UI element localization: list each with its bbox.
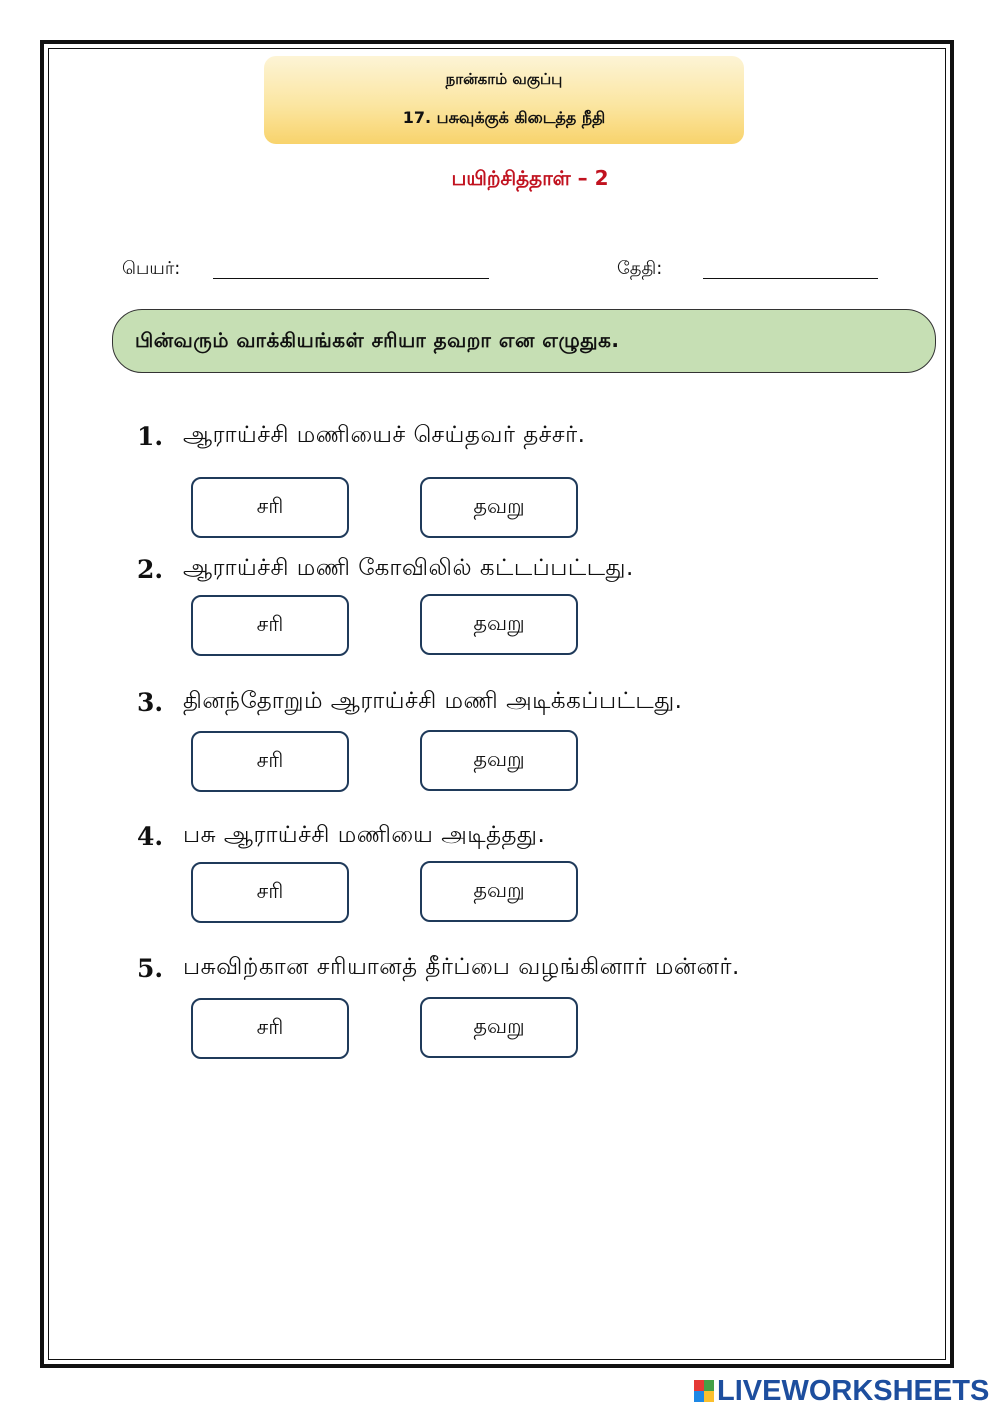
false-option-button[interactable] [420,477,578,538]
question-number: 4. [137,822,164,851]
true-option-label: சரி [256,879,284,903]
liveworksheets-logo-icon [694,1380,714,1402]
question-text: பசு ஆராய்ச்சி மணியை அடித்தது. [183,822,546,848]
true-option-button[interactable] [191,477,349,538]
true-option-button[interactable] [191,731,349,792]
question-text: ஆராய்ச்சி மணி கோவிலில் கட்டப்பட்டது. [183,555,634,581]
true-option-button[interactable] [191,595,349,656]
logo-square-red [694,1380,704,1391]
true-option-label: சரி [256,1015,284,1039]
question-text: ஆராய்ச்சி மணியைச் செய்தவர் தச்சர். [183,422,586,448]
question-number: 2. [137,555,164,584]
logo-square-blue [694,1391,704,1402]
false-option-label: தவறு [473,747,525,771]
true-option-label: சரி [256,494,284,518]
lesson-title: 17. பசுவுக்குக் கிடைத்த நீதி [402,108,606,127]
question-number: 5. [137,954,164,983]
logo-square-green [704,1380,714,1391]
true-option-label: சரி [256,612,284,636]
question-number: 3. [137,688,164,717]
true-option-button[interactable] [191,998,349,1059]
name-input-line[interactable] [213,278,489,279]
false-option-label: தவறு [473,494,525,518]
question-text: பசுவிற்கான சரியானத் தீர்ப்பை வழங்கினார் மன்னர். [183,954,740,980]
false-option-button[interactable] [420,997,578,1058]
liveworksheets-logo [694,1376,989,1406]
false-option-label: தவறு [473,878,525,902]
false-option-label: தவறு [473,611,525,635]
instruction-box [112,309,936,373]
instruction-text: பின்வரும் வாக்கியங்கள் சரியா தவறா என எழுதுக. [135,328,620,352]
worksheet-title: பயிற்சித்தாள் – 2 [451,166,609,190]
false-option-button[interactable] [420,730,578,791]
grade-label: நான்காம் வகுப்பு [445,70,563,88]
false-option-button[interactable] [420,861,578,922]
false-option-label: தவறு [473,1014,525,1038]
liveworksheets-wordmark: LIVEWORKSHEETS [717,1374,990,1407]
false-option-button[interactable] [420,594,578,655]
date-input-line[interactable] [703,278,878,279]
date-label: தேதி: [617,258,663,279]
question-text: தினந்தோறும் ஆராய்ச்சி மணி அடிக்கப்பட்டது. [183,688,683,714]
question-number: 1. [137,422,164,451]
header-banner [264,56,744,144]
name-label: பெயர்: [122,258,181,279]
logo-square-yellow [704,1391,714,1402]
true-option-button[interactable] [191,862,349,923]
true-option-label: சரி [256,748,284,772]
